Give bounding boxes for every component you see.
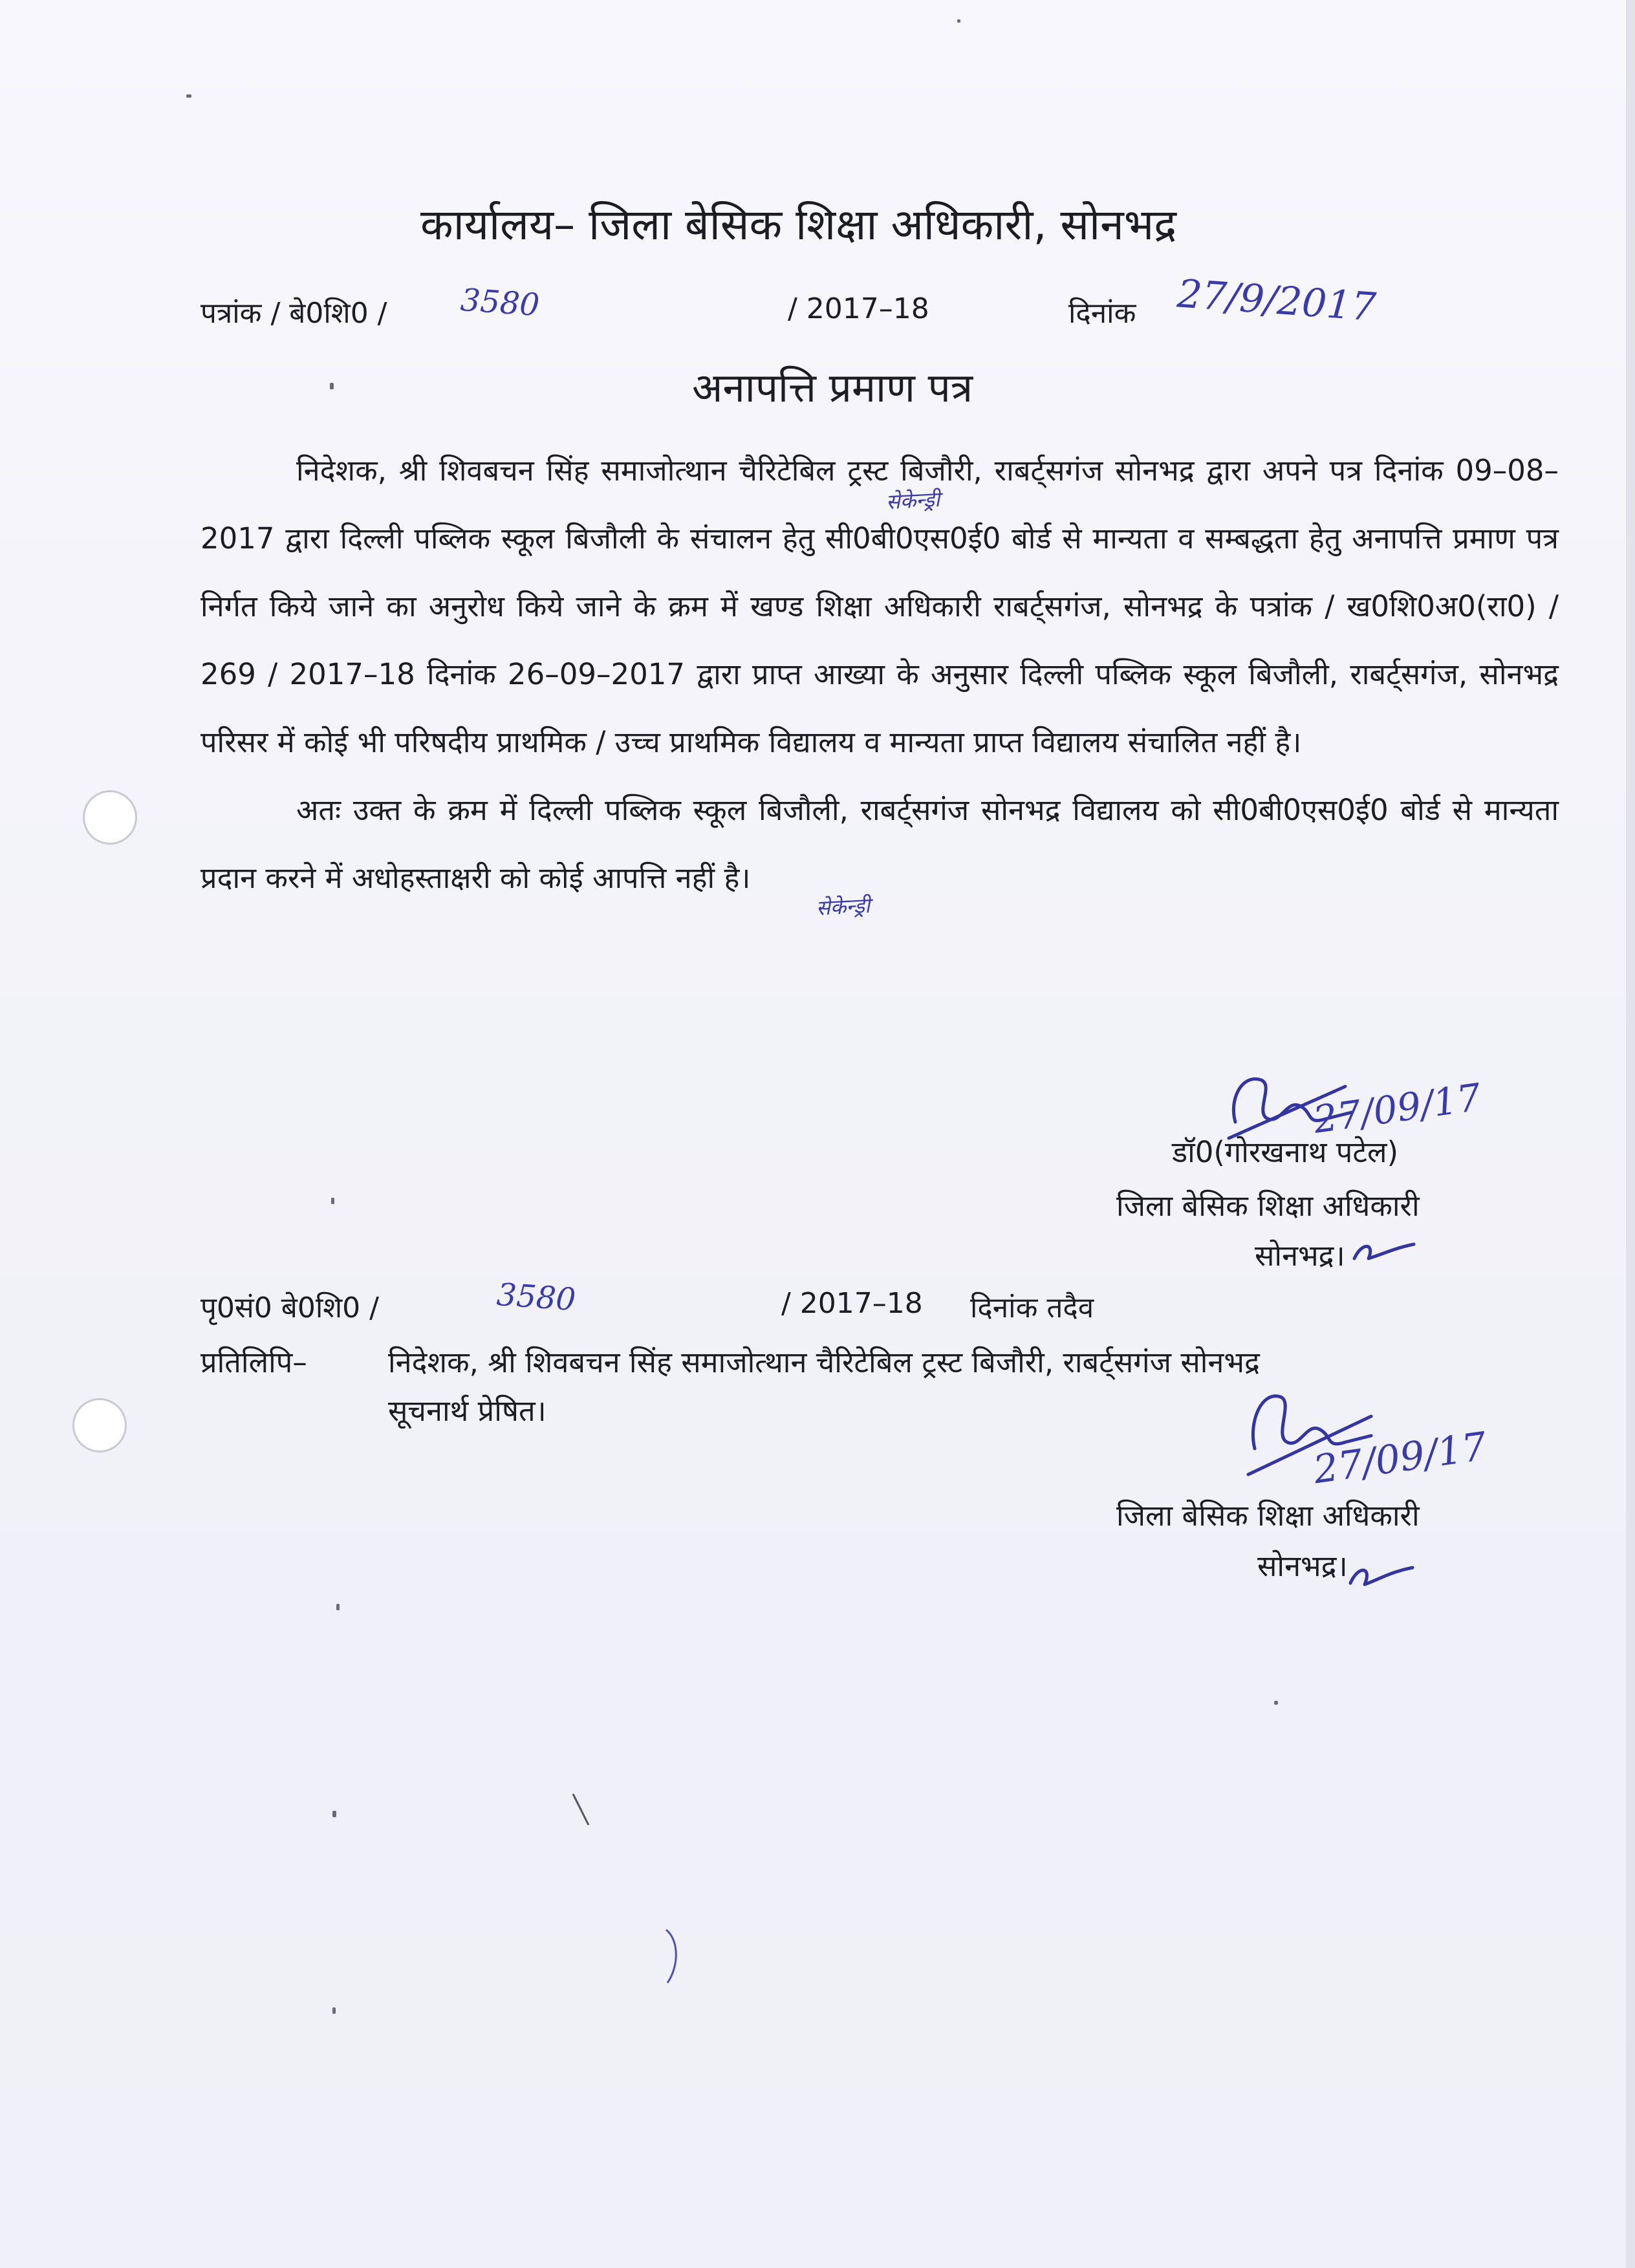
signature-date-handwritten-2: 27/09/17 xyxy=(1310,1423,1490,1493)
signatory-district-2: सोनभद्र। xyxy=(1257,1549,1348,1583)
date-label: दिनांक xyxy=(1068,297,1136,330)
signatory-designation: जिला बेसिक शिक्षा अधिकारी xyxy=(1116,1189,1420,1223)
scan-speck xyxy=(332,1811,336,1817)
reference-prefix: पत्रांक / बे0शि0 / xyxy=(200,297,387,330)
scan-speck xyxy=(186,94,191,98)
copy-reference-number-handwritten: 3580 xyxy=(495,1276,577,1319)
office-title: कार्यालय– जिला बेसिक शिक्षा अधिकारी, सोनभद्र xyxy=(420,200,1177,250)
punch-hole-top xyxy=(83,790,137,845)
initials-scribble-2 xyxy=(1345,1557,1416,1603)
signature-date-handwritten-1: 27/09/17 xyxy=(1310,1075,1484,1142)
copy-date-text: दिनांक तदैव xyxy=(970,1291,1094,1324)
document-heading: अनापत्ति प्रमाण पत्र xyxy=(692,364,973,411)
scan-speck xyxy=(331,1198,334,1204)
scan-speck xyxy=(332,2007,336,2014)
paper-edge xyxy=(1626,0,1635,2268)
copy-recipient: निदेशक, श्री शिवबचन सिंह समाजोत्थान चैरिटेबिल ट्रस्ट बिजौरी, राबर्ट्सगंज सोनभद्र xyxy=(388,1345,1260,1379)
signatory-district: सोनभद्र। xyxy=(1255,1238,1345,1273)
scan-speck xyxy=(957,19,960,23)
insertion-handwritten-1: सेकेन्ड्री xyxy=(885,486,941,515)
stray-pen-mark xyxy=(660,1927,686,1985)
initials-scribble-1 xyxy=(1349,1235,1420,1274)
copy-reference-year: / 2017–18 xyxy=(781,1287,923,1320)
copy-purpose: सूचनार्थ प्रेषित। xyxy=(388,1394,547,1428)
body-paragraph-2: अतः उक्त के क्रम में दिल्ली पब्लिक स्कूल बिजौली, राबर्ट्सगंज सोनभद्र विद्यालय को सी0बी0एस0ई0 बोर्ड से मान्यता प्रदान करने में अधोहस्ताक्षरी को कोई आपत्ति नहीं है। xyxy=(200,793,1559,895)
date-handwritten: 27/9/2017 xyxy=(1175,271,1378,330)
punch-hole-bottom xyxy=(72,1398,127,1453)
body-paragraph-1: निदेशक, श्री शिवबचन सिंह समाजोत्थान चैरिटेबिल ट्रस्ट बिजौरी, राबर्ट्सगंज सोनभद्र द्वारा अपने पत्र दिनांक 09–08–2017 द्वारा दिल्ली पब्लिक स्कूल बिजौली के संचालन हेतु सी0बी0एस0ई0 बोर्ड से मान्यता व सम्बद्धता हेतु अनापत्ति प्रमाण पत्र निर्गत किये जाने का अनुरोध किये जाने के क्रम में खण्ड शिक्षा अधिकारी राबर्ट्सगंज, सोनभद्र के पत्रांक / ख0शि0अ0(रा0) / 269 / 2017–18 दिनांक 26–09–2017 द्वारा प्राप्त आख्या के अनुसार दिल्ली पब्लिक स्कूल बिजौली, राबर्ट्सगंज, सोनभद्र परिसर में कोई भी परिषदीय प्राथमिक / उच्च प्राथमिक विद्यालय व मान्यता प्राप्त विद्यालय संचालित नहीं है। xyxy=(200,453,1559,759)
signatory-designation-2: जिला बेसिक शिक्षा अधिकारी xyxy=(1116,1498,1420,1533)
stray-pen-mark xyxy=(569,1791,595,1830)
scan-speck xyxy=(336,1604,340,1610)
scan-speck xyxy=(1274,1701,1278,1705)
copy-reference-prefix: पृ0सं0 बे0शि0 / xyxy=(200,1291,379,1324)
reference-number-handwritten: 3580 xyxy=(459,281,541,324)
reference-year: / 2017–18 xyxy=(788,292,929,325)
copy-label: प्रतिलिपि– xyxy=(200,1345,307,1379)
scan-speck xyxy=(330,383,334,389)
signatory-name: डॉ0(गोरखनाथ पटेल) xyxy=(1172,1135,1399,1169)
insertion-handwritten-2: सेकेन्ड्री xyxy=(816,892,871,921)
body-text xyxy=(200,437,1559,912)
